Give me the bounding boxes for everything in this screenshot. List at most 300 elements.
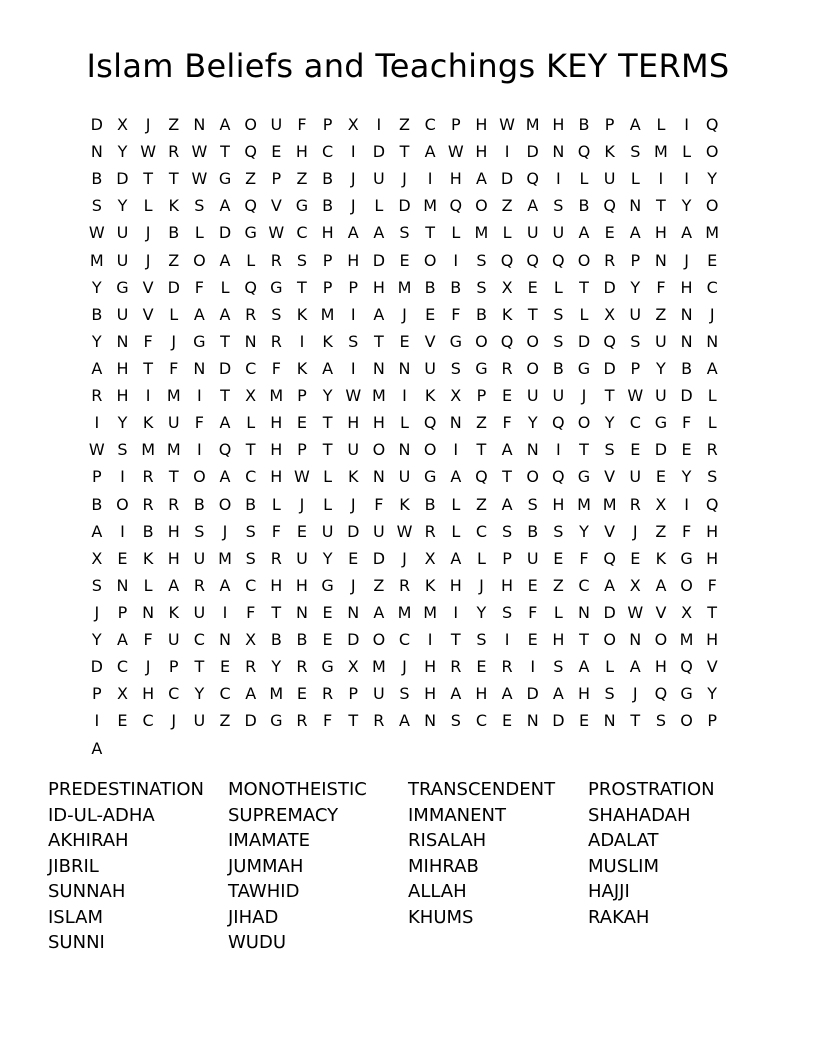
grid-letter: O	[680, 575, 693, 595]
grid-letter: T	[707, 602, 718, 622]
grid-letter: V	[142, 277, 154, 297]
grid-letter: N	[142, 602, 155, 622]
grid-letter: G	[680, 548, 693, 568]
grid-letter: L	[246, 413, 256, 433]
grid-letter: X	[424, 548, 436, 568]
grid-letter: A	[245, 684, 257, 704]
grid-letter: I	[222, 602, 228, 622]
word-list-item: WUDU	[228, 932, 287, 953]
grid-letter: P	[502, 548, 512, 568]
grid-letter: U	[193, 548, 206, 568]
grid-letter: I	[427, 169, 433, 189]
grid-letter: W	[396, 521, 413, 541]
grid-letter: P	[322, 277, 333, 297]
grid-letter: T	[579, 630, 589, 650]
grid-letter: O	[526, 467, 539, 487]
grid-letter: S	[476, 630, 487, 650]
grid-letter: Q	[244, 196, 257, 216]
grid-letter: A	[219, 250, 231, 270]
grid-letter: P	[322, 250, 333, 270]
word-list-item: SHAHADAH	[588, 804, 691, 826]
grid-letter: W	[191, 142, 208, 162]
grid-letter: Y	[117, 196, 128, 216]
grid-letter: L	[451, 521, 461, 541]
grid-letter: N	[654, 250, 667, 270]
grid-letter: Z	[219, 711, 231, 731]
grid-letter: O	[372, 440, 386, 460]
grid-letter: N	[295, 602, 308, 622]
grid-letter: P	[117, 602, 128, 622]
word-list-item: SUPREMACY	[228, 804, 339, 826]
grid-letter: B	[527, 521, 539, 541]
grid-letter: N	[449, 413, 462, 433]
grid-letter: P	[322, 115, 333, 134]
grid-letter: V	[706, 657, 718, 677]
grid-letter: L	[323, 494, 333, 514]
grid-letter: F	[194, 277, 204, 297]
grid-letter: T	[502, 467, 512, 487]
grid-letter: S	[553, 521, 564, 541]
grid-letter: N	[193, 115, 206, 134]
grid-letter: P	[707, 711, 718, 731]
grid-letter: A	[219, 304, 231, 324]
grid-letter: Z	[655, 521, 667, 541]
grid-letter: E	[425, 304, 436, 324]
grid-letter: E	[476, 657, 487, 677]
grid-letter: S	[476, 250, 487, 270]
grid-letter: R	[629, 494, 641, 514]
grid-letter: S	[630, 142, 641, 162]
grid-letter: D	[218, 223, 232, 243]
grid-letter: N	[526, 440, 539, 460]
grid-letter: Q	[449, 196, 463, 216]
grid-letter: V	[270, 196, 282, 216]
grid-letter: A	[706, 358, 718, 378]
grid-letter: S	[655, 711, 666, 731]
grid-letter: H	[449, 575, 462, 595]
grid-letter: Y	[707, 169, 718, 189]
grid-letter: R	[296, 711, 308, 731]
grid-letter: L	[374, 196, 384, 216]
grid-letter: U	[424, 358, 436, 378]
grid-letter: Z	[475, 494, 487, 514]
grid-letter: J	[145, 250, 151, 270]
grid-letter: A	[629, 115, 641, 134]
grid-letter: W	[268, 223, 285, 243]
grid-letter: R	[450, 657, 462, 677]
grid-letter: E	[630, 440, 641, 460]
grid-letter: H	[449, 169, 462, 189]
grid-letter: B	[322, 169, 334, 189]
grid-letter: D	[244, 711, 257, 731]
grid-letter: E	[681, 440, 692, 460]
grid-letter: L	[194, 223, 204, 243]
grid-letter: O	[423, 440, 437, 460]
grid-letter: D	[218, 358, 232, 378]
grid-letter: C	[706, 277, 718, 297]
grid-letter: B	[193, 494, 205, 514]
grid-letter: X	[116, 684, 128, 704]
grid-letter: S	[476, 277, 487, 297]
grid-letter: N	[629, 630, 642, 650]
grid-letter: M	[423, 196, 438, 216]
grid-letter: Z	[501, 196, 513, 216]
grid-letter: N	[116, 331, 129, 351]
grid-letter: G	[116, 277, 129, 297]
grid-letter: N	[244, 331, 257, 351]
grid-letter: E	[630, 548, 641, 568]
grid-letter: R	[270, 331, 282, 351]
grid-letter: I	[684, 115, 689, 134]
grid-letter: T	[220, 142, 230, 162]
grid-letter: N	[90, 142, 103, 162]
grid-letter: O	[577, 250, 591, 270]
grid-letter: L	[400, 413, 409, 433]
grid-letter: M	[577, 494, 591, 514]
grid-letter: T	[322, 413, 333, 433]
grid-letter: E	[604, 223, 615, 243]
grid-letter: P	[604, 115, 615, 134]
grid-letter: U	[321, 521, 334, 541]
grid-letter: A	[578, 223, 590, 243]
grid-letter: Q	[603, 196, 616, 216]
grid-letter: S	[630, 331, 641, 351]
grid-letter: X	[245, 386, 257, 406]
grid-letter: Z	[399, 115, 410, 134]
grid-letter: K	[501, 304, 513, 324]
grid-letter: Z	[655, 304, 667, 324]
grid-letter: D	[347, 630, 360, 650]
grid-letter: J	[581, 386, 587, 406]
grid-letter: R	[604, 250, 616, 270]
grid-letter: N	[398, 358, 411, 378]
grid-letter: Q	[244, 277, 257, 297]
grid-letter: Q	[526, 250, 539, 270]
grid-letter: Z	[475, 413, 487, 433]
grid-letter: F	[246, 602, 256, 622]
grid-letter: I	[427, 630, 433, 650]
grid-letter: J	[222, 521, 228, 541]
grid-letter: L	[271, 494, 281, 514]
grid-letter: X	[501, 277, 513, 297]
grid-letter: A	[373, 304, 385, 324]
grid-letter: W	[191, 169, 208, 189]
grid-letter: S	[91, 196, 102, 216]
grid-letter: D	[116, 169, 129, 189]
grid-letter: B	[168, 223, 180, 243]
grid-letter: N	[680, 304, 693, 324]
grid-letter: H	[654, 657, 667, 677]
grid-letter: Y	[194, 684, 205, 704]
grid-letter: F	[297, 115, 307, 134]
grid-letter: G	[321, 657, 334, 677]
grid-letter: M	[705, 223, 720, 243]
grid-letter: I	[530, 657, 536, 677]
grid-letter: A	[475, 169, 487, 189]
grid-letter: S	[553, 331, 564, 351]
grid-letter: I	[350, 142, 356, 162]
grid-letter: C	[296, 223, 308, 243]
grid-letter: T	[579, 440, 589, 460]
grid-letter: I	[658, 169, 664, 189]
grid-letter: Y	[604, 413, 615, 433]
grid-letter: E	[553, 548, 564, 568]
grid-letter: Y	[91, 630, 102, 650]
grid-letter: F	[271, 521, 281, 541]
grid-letter: E	[271, 142, 282, 162]
grid-letter: I	[504, 630, 510, 650]
grid-letter: J	[479, 575, 484, 595]
grid-letter: A	[193, 304, 205, 324]
grid-letter: T	[527, 304, 538, 324]
grid-letter: Y	[527, 413, 538, 433]
grid-letter: O	[705, 142, 719, 162]
grid-letter: H	[475, 684, 488, 704]
grid-letter: D	[577, 331, 591, 351]
grid-letter: F	[707, 575, 717, 595]
grid-letter: C	[245, 467, 257, 487]
grid-letter: D	[167, 277, 180, 297]
grid-letter: Y	[476, 602, 487, 622]
grid-letter: L	[451, 494, 461, 514]
grid-letter: R	[142, 494, 154, 514]
grid-letter: I	[120, 521, 125, 541]
grid-letter: M	[423, 602, 438, 622]
grid-letter: V	[655, 602, 667, 622]
grid-letter: L	[169, 304, 179, 324]
grid-letter: N	[398, 440, 411, 460]
grid-letter: Z	[168, 250, 180, 270]
grid-letter: N	[680, 331, 693, 351]
grid-letter: A	[424, 142, 436, 162]
grid-letter: G	[475, 358, 488, 378]
grid-letter: L	[476, 548, 486, 568]
grid-letter: F	[322, 711, 333, 731]
grid-letter: G	[270, 277, 283, 297]
word-list-item: MONOTHEISTIC	[228, 779, 367, 800]
grid-letter: A	[450, 548, 462, 568]
grid-letter: S	[501, 521, 513, 541]
grid-letter: P	[348, 277, 359, 297]
grid-letter: N	[526, 711, 539, 731]
grid-letter: T	[604, 386, 615, 406]
grid-letter: C	[245, 358, 257, 378]
grid-letter: A	[91, 738, 103, 758]
grid-letter: S	[194, 196, 205, 216]
grid-letter: O	[680, 711, 693, 731]
grid-letter: T	[168, 169, 179, 189]
grid-letter: E	[655, 467, 666, 487]
grid-letter: H	[706, 521, 719, 541]
grid-letter: F	[502, 413, 512, 433]
grid-letter: M	[397, 277, 412, 297]
grid-letter: U	[373, 169, 385, 189]
grid-letter: S	[553, 196, 564, 216]
grid-letter: T	[168, 467, 179, 487]
grid-letter: S	[91, 575, 102, 595]
grid-letter: A	[450, 467, 462, 487]
grid-letter: R	[322, 684, 334, 704]
grid-letter: U	[193, 711, 206, 731]
grid-letter: P	[168, 657, 179, 677]
word-list-item: ISLAM	[48, 906, 104, 928]
grid-letter: C	[475, 521, 488, 541]
grid-letter: V	[604, 521, 616, 541]
grid-letter: E	[322, 602, 333, 622]
grid-letter: E	[707, 250, 718, 270]
grid-letter: H	[372, 277, 385, 297]
grid-letter: I	[120, 467, 125, 487]
grid-letter: G	[321, 575, 334, 595]
puzzle-title: Islam Beliefs and Teachings KEY TERMS	[86, 47, 730, 85]
grid-letter: C	[193, 630, 205, 650]
grid-letter: Y	[681, 196, 692, 216]
grid-letter: R	[245, 304, 257, 324]
grid-letter: X	[91, 548, 103, 568]
grid-letter: P	[271, 169, 282, 189]
grid-letter: S	[117, 440, 128, 460]
grid-letter: L	[707, 386, 717, 406]
grid-letter: F	[681, 521, 692, 541]
grid-letter: K	[604, 142, 615, 162]
grid-letter: S	[399, 684, 410, 704]
grid-letter: J	[145, 657, 151, 677]
grid-letter: F	[374, 494, 384, 514]
grid-letter: R	[501, 358, 513, 378]
grid-letter: R	[424, 521, 436, 541]
grid-letter: D	[680, 386, 693, 406]
grid-letter: J	[350, 196, 356, 216]
grid-letter: J	[145, 115, 151, 134]
grid-letter: K	[322, 331, 333, 351]
grid-letter: G	[295, 196, 309, 216]
grid-letter: H	[270, 440, 283, 460]
grid-letter: O	[372, 630, 386, 650]
grid-letter: P	[91, 467, 102, 487]
grid-letter: N	[629, 196, 642, 216]
grid-letter: U	[655, 331, 667, 351]
grid-letter: B	[270, 630, 282, 650]
grid-letter: N	[578, 602, 590, 622]
grid-letter: O	[705, 196, 719, 216]
grid-letter: H	[552, 115, 565, 134]
grid-letter: B	[91, 304, 103, 324]
grid-letter: R	[270, 250, 282, 270]
grid-letter: A	[91, 521, 103, 541]
grid-letter: P	[297, 386, 307, 406]
grid-letter: H	[680, 277, 693, 297]
grid-letter: D	[500, 169, 514, 189]
grid-letter: A	[629, 223, 641, 243]
grid-letter: F	[169, 358, 179, 378]
grid-letter: X	[450, 386, 462, 406]
grid-letter: R	[142, 467, 154, 487]
grid-letter: H	[501, 575, 514, 595]
grid-letter: K	[168, 602, 179, 622]
grid-letter: J	[632, 684, 638, 704]
grid-letter: H	[424, 657, 437, 677]
grid-letter: I	[684, 494, 689, 514]
grid-letter: R	[168, 494, 180, 514]
grid-letter: N	[347, 602, 360, 622]
grid-letter: O	[475, 196, 488, 216]
grid-letter: H	[577, 684, 590, 704]
grid-letter: U	[116, 304, 129, 324]
grid-letter: B	[424, 277, 436, 297]
grid-letter: D	[654, 440, 668, 460]
grid-letter: A	[219, 115, 231, 134]
grid-letter: E	[117, 711, 128, 731]
grid-letter: M	[397, 602, 412, 622]
word-list-item: PREDESTINATION	[48, 779, 205, 800]
grid-letter: K	[399, 494, 410, 514]
grid-letter: A	[168, 575, 180, 595]
grid-letter: Y	[117, 142, 128, 162]
grid-letter: Y	[91, 277, 102, 297]
grid-letter: N	[116, 575, 129, 595]
word-list-item: ADALAT	[588, 830, 659, 851]
grid-letter: E	[296, 684, 307, 704]
grid-letter: N	[193, 358, 206, 378]
grid-letter: E	[502, 386, 513, 406]
grid-letter: E	[578, 711, 590, 731]
grid-letter: Z	[373, 575, 385, 595]
grid-letter: T	[425, 223, 436, 243]
grid-letter: A	[91, 358, 103, 378]
grid-letter: A	[322, 358, 334, 378]
grid-letter: D	[90, 657, 103, 677]
grid-letter: C	[398, 630, 411, 650]
grid-letter: O	[193, 467, 206, 487]
grid-letter: B	[578, 196, 590, 216]
grid-letter: H	[552, 630, 565, 650]
grid-letter: O	[654, 630, 668, 650]
grid-letter: V	[142, 304, 154, 324]
grid-letter: K	[168, 196, 179, 216]
grid-letter: I	[350, 304, 356, 324]
grid-letter: K	[424, 575, 436, 595]
word-list-item: TAWHID	[228, 881, 300, 902]
grid-letter: Y	[681, 467, 692, 487]
grid-letter: Q	[218, 440, 232, 460]
grid-letter: R	[706, 440, 718, 460]
grid-letter: H	[424, 684, 437, 704]
grid-letter: X	[347, 657, 359, 677]
grid-letter: N	[372, 467, 385, 487]
word-list	[48, 777, 768, 956]
grid-letter: F	[681, 413, 692, 433]
grid-letter: U	[526, 223, 539, 243]
grid-letter: L	[553, 277, 563, 297]
grid-letter: T	[476, 440, 487, 460]
grid-letter: A	[501, 440, 513, 460]
grid-letter: Z	[245, 169, 257, 189]
grid-letter: K	[424, 386, 436, 406]
grid-letter: A	[219, 196, 231, 216]
grid-letter: V	[604, 467, 616, 487]
grid-letter: U	[603, 169, 616, 189]
grid-letter: T	[348, 711, 359, 731]
grid-letter: A	[219, 575, 231, 595]
grid-letter: O	[244, 115, 257, 134]
grid-letter: E	[527, 630, 538, 650]
grid-letter: S	[604, 440, 615, 460]
grid-letter: J	[171, 711, 177, 731]
grid-letter: C	[475, 711, 488, 731]
grid-letter: A	[629, 657, 641, 677]
word-list-item: JIBRIL	[48, 855, 99, 877]
grid-letter: R	[193, 575, 205, 595]
